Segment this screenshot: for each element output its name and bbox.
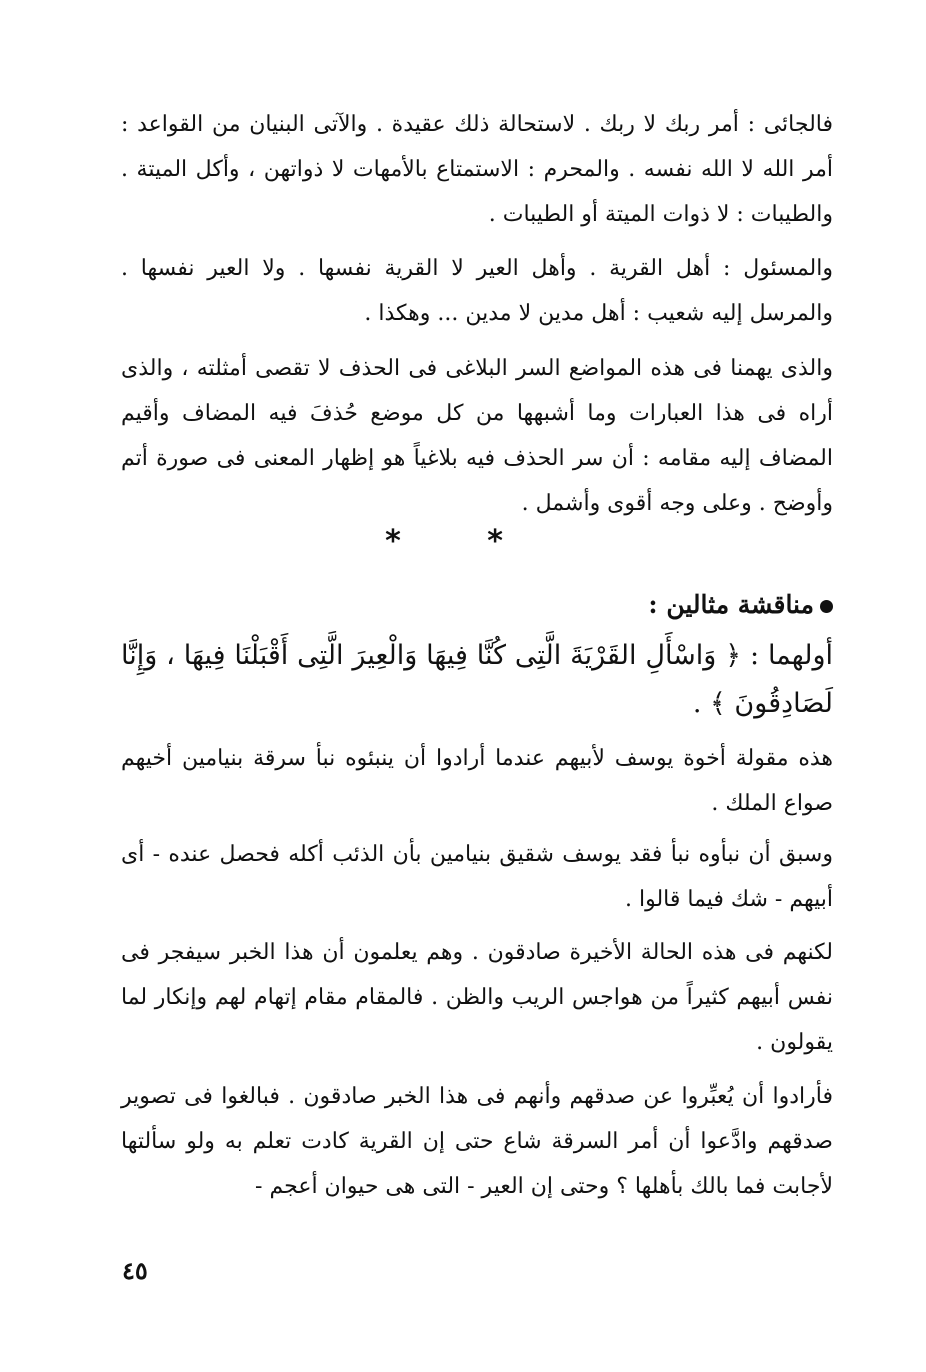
paragraph-3-text: والذى يهمنا فى هذه المواضع السر البلاغى فى الحذف لا تقصى أمثلته ، والذى أراه فى هذا العبارات وما أشبهها من كل موضع حُذفَ فيه المضاف وأقيم المضاف إليه مقامه : أن سر الحذف فيه بلاغياً هو إظهار المعنى فى صورة أتم وأوضح . وعلى وجه أقوى وأشمل .	[121, 356, 833, 516]
bullet-icon	[820, 600, 833, 613]
page-number: ٤٥	[122, 1256, 148, 1285]
paragraph-6-text: وسبق أن نبأوه نبأ فقد يوسف شقيق بنيامين بأن الذئب أكله فحصل عنده - أى أبيهم - شك فيما قالوا .	[121, 842, 833, 912]
paragraph-2-text: والمسئول : أهل القرية . وأهل العير لا القرية نفسها . ولا العير نفسها . والمرسل إليه شعيب : أهل مدين لا مدين ... وهكذا .	[121, 256, 833, 326]
section-heading	[121, 582, 833, 627]
paragraph-5-text: هذه مقولة أخوة يوسف لأبيهم عندما أرادوا أن ينبئوه نبأ سرقة بنيامين أخيهم صواع الملك .	[121, 746, 833, 816]
quran-verse-paragraph	[121, 632, 833, 728]
paragraph-6	[121, 832, 833, 922]
paragraph-2	[121, 246, 833, 336]
paragraph-7	[121, 930, 833, 1065]
paragraph-1-text: فالجائى : أمر ربك لا ربك . لاستحالة ذلك عقيدة . والآتى البنيان من القواعد : أمر الله لا الله نفسه . والمحرم : الاستمتاع بالأمهات لا ذواتهن ، وأكل الميتة . والطيبات : لا ذوات الميتة أو الطيبات .	[121, 112, 833, 227]
paragraph-8-text: فأرادوا أن يُعبِّروا عن صدقهم وأنهم فى هذا الخبر صادقون . فبالغوا فى تصوير صدقهم وادَّعوا أن أمر السرقة شاع حتى إن القرية كادت تعلم به ولو سألتها لأجابت فما بالك بأهلها ؟ وحتى إن العير - التى هى حيوان أعجم -	[121, 1084, 833, 1199]
paragraph-8	[121, 1074, 833, 1209]
paragraph-5	[121, 736, 833, 826]
paragraph-7-text: لكنهم فى هذه الحالة الأخيرة صادقون . وهم يعلمون أن هذا الخبر سيفجر فى نفس أبيهم كثيراً من هواجس الريب والظن . فالمقام مقام إتهام لهم وإنكار لما يقولون .	[121, 940, 833, 1055]
section-heading-text: مناقشة مثالين :	[648, 590, 814, 619]
paragraph-1	[121, 102, 833, 237]
quran-verse-text: أولهما : ﴿ وَاسْأَلِ القَرْيَةَ الَّتِى كُنَّا فِيهَا وَالْعِيرَ الَّتِى أَقْبَلْنَا فِيهَا ، وَإِنَّا لَصَادِقُونَ ﴾ .	[121, 640, 833, 719]
paragraph-3	[121, 346, 833, 526]
section-divider-stars: * *	[385, 524, 541, 559]
